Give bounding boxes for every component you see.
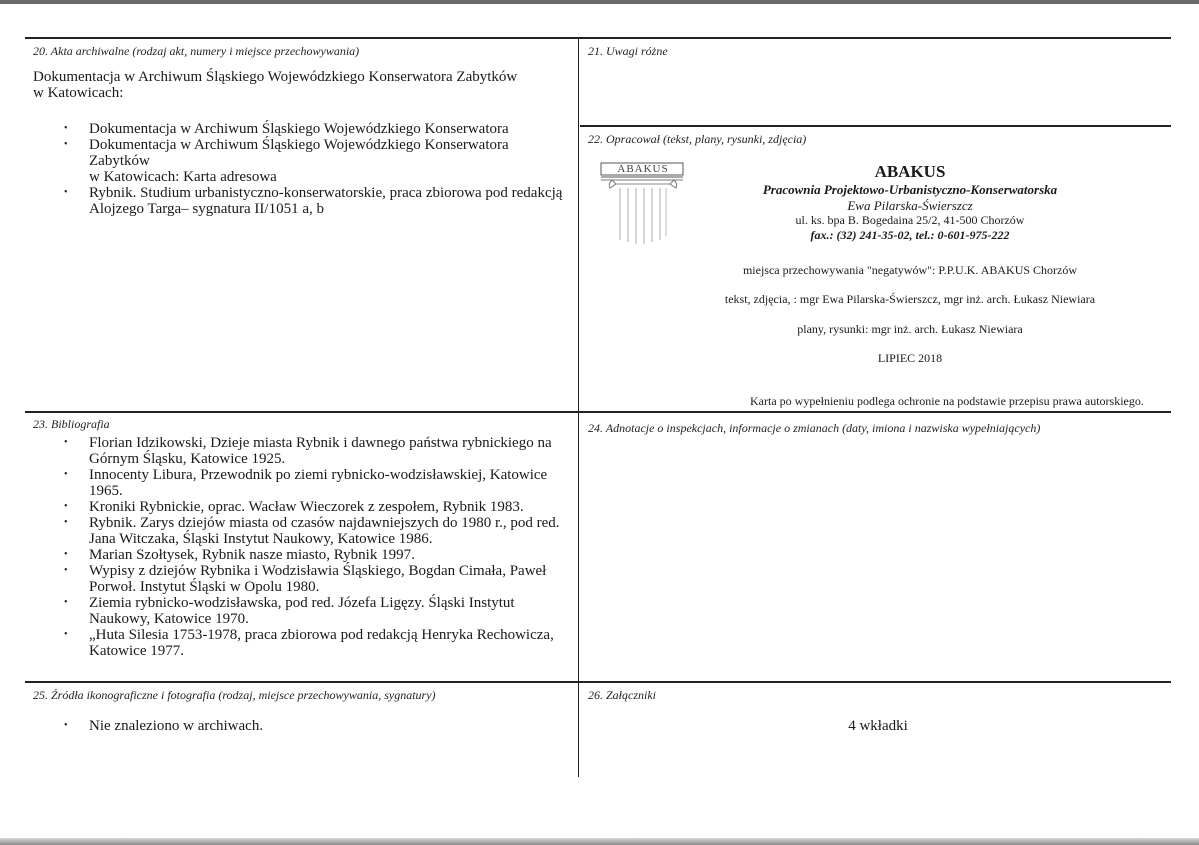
list-item-line: • Dokumentacja w Archiwum Śląskiego Wojewódzkiego Konserwatora Zabytków xyxy=(89,137,509,169)
firm-name: ABAKUS xyxy=(874,162,946,181)
list-item xyxy=(33,121,573,137)
list-item-line: • Innocenty Libura, Przewodnik po ziemi rybnicko-wodzisławskiej, Katowice xyxy=(89,467,548,483)
list-item xyxy=(33,547,573,563)
list-item-line: • Marian Szołtysek, Rybnik nasze miasto, Rybnik 1997. xyxy=(89,547,415,563)
firm-person: Ewa Pilarska-Świerszcz xyxy=(847,198,973,213)
section-20 xyxy=(33,44,573,404)
list-item-line: • „Huta Silesia 1753-1978, praca zbiorowa pod redakcją Henryka Rechowicza, xyxy=(89,627,554,643)
section-23 xyxy=(33,417,573,679)
section-24 xyxy=(588,421,1168,671)
text-photos-authors: tekst, zdjęcia, : mgr Ewa Pilarska-Świerszcz, mgr inż. arch. Łukasz Niewiara xyxy=(724,292,1096,306)
list-item-line: • Florian Idzikowski, Dzieje miasta Rybnik i dawnego państwa rybnickiego na xyxy=(89,435,552,451)
list-item xyxy=(33,595,573,627)
grid-line-row3 xyxy=(25,681,1171,683)
iconography-list xyxy=(33,718,573,734)
list-item-line: • Kroniki Rybnickie, oprac. Wacław Wieczorek z zespołem, Rybnik 1983. xyxy=(89,499,524,515)
list-item-line: • Dokumentacja w Archiwum Śląskiego Wojewódzkiego Konserwatora xyxy=(89,121,509,137)
grid-line-center xyxy=(578,37,579,777)
section-21-heading: 21. Uwagi różne xyxy=(588,44,668,58)
list-item-line: Alojzego Targa– sygnatura II/1051 a, b xyxy=(89,201,324,217)
list-item xyxy=(33,718,573,734)
list-item xyxy=(33,515,573,547)
attachments-count: 4 wkładki xyxy=(848,718,908,734)
list-item xyxy=(33,627,573,659)
date-label: LIPIEC 2018 xyxy=(877,351,943,365)
list-item xyxy=(33,499,573,515)
list-item-line: w Katowicach: Karta adresowa xyxy=(89,169,277,185)
section-24-heading: 24. Adnotacje o inspekcjach, informacje o zmianach (daty, imiona i nazwiska wypełniających) xyxy=(588,421,1041,435)
list-item-line: • Ziemia rybnicko-wodzisławska, pod red. Józefa Ligęzy. Śląski Instytut xyxy=(89,595,515,611)
list-item-line: Naukowy, Katowice 1970. xyxy=(89,611,249,627)
abakus-logo xyxy=(600,162,686,246)
section-22 xyxy=(580,128,1171,410)
section-20-intro-line2: w Katowicach: xyxy=(33,85,124,101)
list-item xyxy=(33,467,573,499)
plans-authors: plany, rysunki: mgr inż. arch. Łukasz Niewiara xyxy=(797,322,1023,336)
list-item-line: • Nie znaleziono w archiwach. xyxy=(89,718,264,734)
list-item-line: • Wypisy z dziejów Rybnika i Wodzisławia Śląskiego, Bogdan Cimała, Paweł xyxy=(89,563,547,579)
grid-line-top xyxy=(25,37,1171,39)
section-26 xyxy=(588,688,1168,777)
list-item-line: • Rybnik. Zarys dziejów miasta od czasów najdawniejszych do 1980 r., pod red. xyxy=(89,515,560,531)
section-25 xyxy=(33,688,573,777)
record-card xyxy=(25,37,1171,777)
section-20-heading: 20. Akta archiwalne (rodzaj akt, numery i miejsce przechowywania) xyxy=(33,44,360,58)
scan-edge-bottom xyxy=(0,838,1199,845)
section-20-intro-line1: Dokumentacja w Archiwum Śląskiego Wojewódzkiego Konserwatora Zabytków xyxy=(33,69,518,85)
section-23-heading: 23. Bibliografia xyxy=(33,417,110,431)
firm-subtitle: Pracownia Projektowo-Urbanistyczno-Konserwatorska xyxy=(762,182,1058,197)
grid-line-right-split xyxy=(580,125,1171,127)
section-20-list xyxy=(33,121,573,217)
firm-contact: fax.: (32) 241-35-02, tel.: 0-601-975-222 xyxy=(810,228,1010,242)
list-item-line: Katowice 1977. xyxy=(89,643,184,659)
list-item xyxy=(33,563,573,595)
section-20-intro xyxy=(33,69,573,101)
list-item xyxy=(33,137,573,185)
list-item-line: Porwoł. Instytut Śląski w Opolu 1980. xyxy=(89,579,320,595)
firm-block xyxy=(730,162,1090,243)
copyright-note: Karta po wypełnieniu podlega ochronie na podstawie przepisu prawa autorskiego. xyxy=(750,394,1144,408)
section-26-heading: 26. Załączniki xyxy=(588,688,656,702)
list-item xyxy=(33,435,573,467)
section-21 xyxy=(588,44,1163,122)
negatives-location: miejsca przechowywania "negatywów": P.P.U.K. ABAKUS Chorzów xyxy=(742,263,1078,277)
firm-address: ul. ks. bpa B. Bogedaina 25/2, 41-500 Chorzów xyxy=(795,213,1025,227)
list-item-line: Górnym Śląsku, Katowice 1925. xyxy=(89,451,286,467)
list-item xyxy=(33,185,573,217)
section-22-heading: 22. Opracował (tekst, plany, rysunki, zdjęcia) xyxy=(588,132,807,146)
section-25-heading: 25. Źródła ikonograficzne i fotografia (rodzaj, miejsce przechowywania, sygnatury) xyxy=(33,688,436,702)
logo-lettering: ABAKUS xyxy=(617,163,669,175)
grid-line-row2 xyxy=(25,411,1171,413)
list-item-line: 1965. xyxy=(89,483,123,499)
scan-edge-top xyxy=(0,0,1199,4)
list-item-line: • Rybnik. Studium urbanistyczno-konserwatorskie, praca zbiorowa pod redakcją xyxy=(89,185,563,201)
list-item-line: Jana Witczaka, Śląski Instytut Naukowy, Katowice 1986. xyxy=(89,531,433,547)
bibliography-list xyxy=(33,435,573,659)
